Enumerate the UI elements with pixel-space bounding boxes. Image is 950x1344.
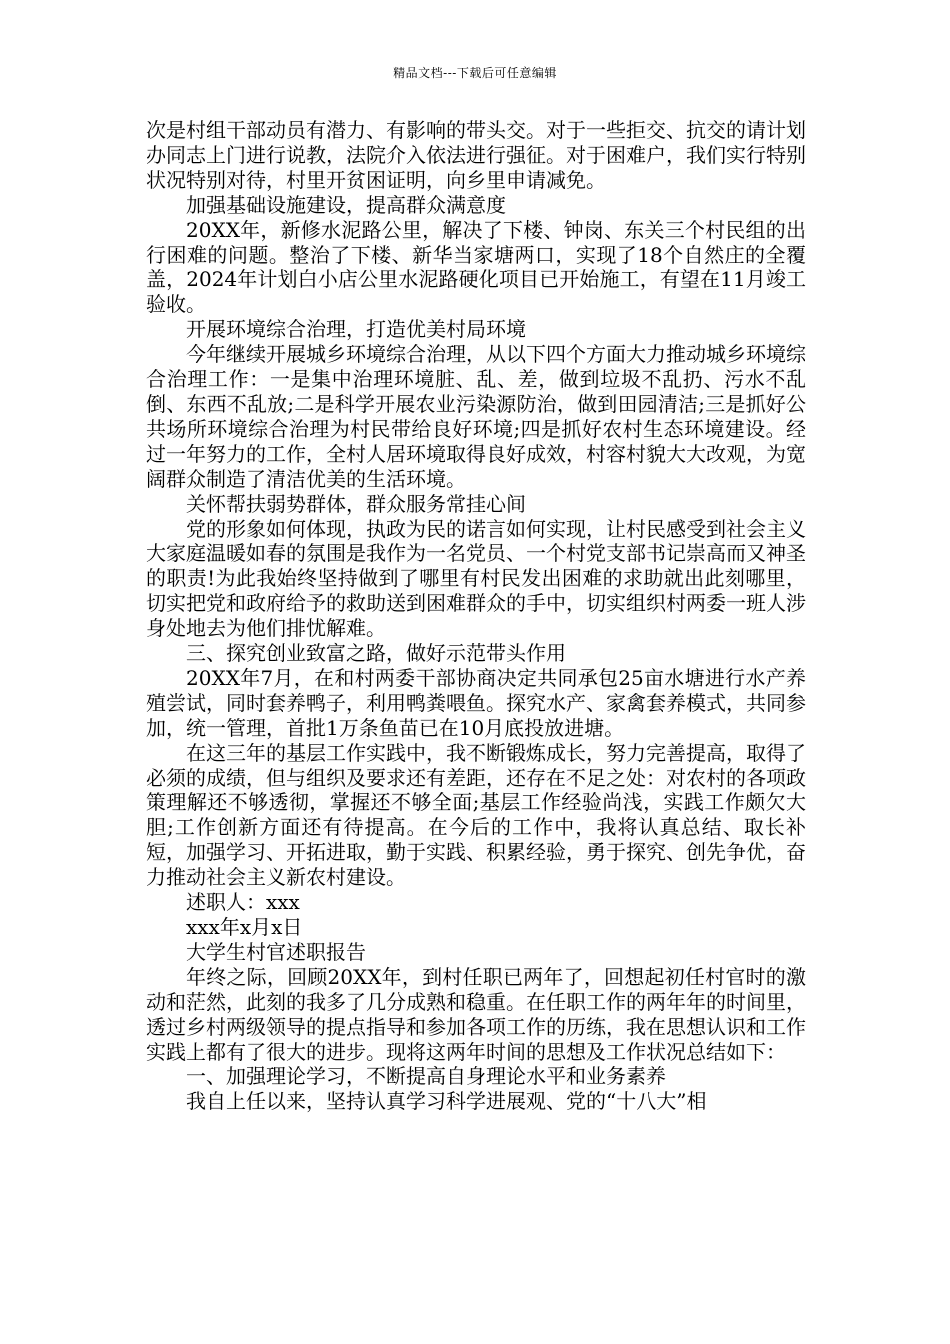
paragraph: 年终之际，回顾20XX年，到村任职已两年了，回想起初任村官时的激动和茫然，此刻的我多了几分成熟和稳重。在任职工作的两年年的时间里，透过乡村两级领导的提点指导和参加各项工作的历练，我在思想认识和工作实践上都有了很大的进步。现将这两年时间的思想及工作状况总结如下： — [146, 964, 806, 1064]
paragraph: 今年继续开展城乡环境综合治理，从以下四个方面大力推动城乡环境综合治理工作：一是集中治理环境脏、乱、差，做到垃圾不乱扔、污水不乱倒、东西不乱放;二是科学开展农业污染源防治，做到田园清洁;三是抓好公共场所环境综合治理为村民带给良好环境;四是抓好农村生态环境建设。经过一年努力的工作，全村人居环境取得良好成效，村容村貌大大改观，为宽阔群众制造了清洁优美的生活环境。 — [146, 342, 806, 491]
paragraph: 加强基础设施建设，提高群众满意度 — [186, 192, 506, 217]
paragraph: 我自上任以来，坚持认真学习科学进展观、党的“十八大”相 — [186, 1089, 707, 1114]
paragraph: 一、加强理论学习，不断提高自身理论水平和业务素养 — [186, 1064, 666, 1089]
paragraph: 大学生村官述职报告 — [186, 939, 366, 964]
page-header: 精品文档---下载后可任意编辑 — [393, 66, 557, 80]
document-body — [146, 118, 806, 1114]
paragraph: 关怀帮扶弱势群体，群众服务常挂心间 — [186, 491, 526, 516]
paragraph: 述职人：xxx — [186, 890, 300, 915]
paragraph: 20XX年，新修水泥路公里，解决了下楼、钟岗、东关三个村民组的出行困难的问题。整治了下楼、新华当家塘两口，实现了18个自然庄的全覆盖，2024年计划白小店公里水泥路硬化项目已开始施工，有望在11月竣工验收。 — [146, 217, 806, 317]
paragraph: 20XX年7月，在和村两委干部协商决定共同承包25亩水塘进行水产养殖尝试，同时套养鸭子，利用鸭粪喂鱼。探究水产、家禽套养模式，共同参加，统一管理，首批1万条鱼苗已在10月底投放进塘。 — [146, 665, 806, 740]
paragraph: 次是村组干部动员有潜力、有影响的带头交。对于一些拒交、抗交的请计划办同志上门进行说教，法院介入依法进行强征。对于困难户，我们实行特别状况特别对待，村里开贫困证明，向乡里申请减免。 — [146, 118, 806, 192]
paragraph: 在这三年的基层工作实践中，我不断锻炼成长，努力完善提高，取得了必须的成绩，但与组织及要求还有差距，还存在不足之处：对农村的各项政策理解还不够透彻，掌握还不够全面;基层工作经验尚浅，实践工作颇欠大胆;工作创新方面还有待提高。在今后的工作中，我将认真总结、取长补短，加强学习、开拓进取，勤于实践、积累经验，勇于探究、创先争优，奋力推动社会主义新农村建设。 — [146, 740, 806, 890]
paragraph: 党的形象如何体现，执政为民的诺言如何实现，让村民感受到社会主义大家庭温暖如春的氛围是我作为一名党员、一个村党支部书记崇高而又神圣的职责!为此我始终坚持做到了哪里有村民发出困难的求助就出此刻哪里，切实把党和政府给予的救助送到困难群众的手中，切实组织村两委一班人涉身处地去为他们排忧解难。 — [146, 516, 806, 641]
paragraph: 三、探究创业致富之路，做好示范带头作用 — [186, 641, 566, 666]
paragraph: 开展环境综合治理，打造优美村局环境 — [186, 317, 526, 342]
paragraph: xxx年x月x日 — [186, 915, 303, 939]
